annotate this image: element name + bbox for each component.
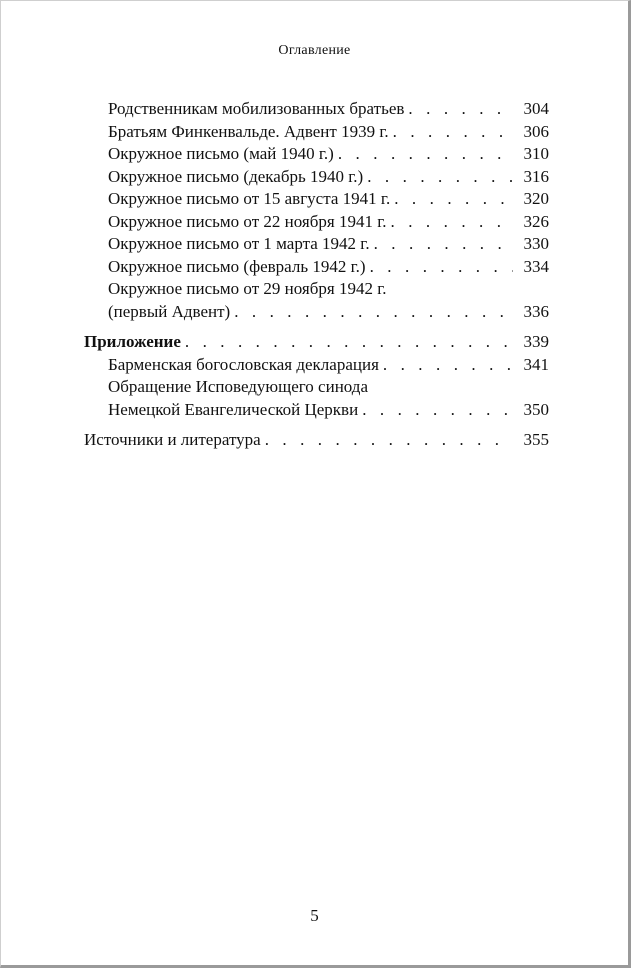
dot-leader [408, 98, 513, 121]
dot-leader [374, 233, 513, 256]
toc-entry-title: Барменская богословская декларация [108, 354, 379, 374]
toc-entry [84, 188, 549, 211]
toc-section-page: 355 [523, 430, 549, 449]
toc-entry-title: Окружное письмо от 29 ноября 1942 г. [108, 279, 387, 298]
toc-entry-title: Обращение Исповедующего синода [108, 377, 368, 396]
toc-entry [84, 301, 549, 324]
running-head: Оглавление [278, 43, 351, 58]
toc-entry-page: 336 [523, 301, 549, 321]
dot-leader [383, 354, 513, 377]
toc-entry-title: Окружное письмо (май 1940 г.) [108, 144, 334, 163]
toc-section [84, 429, 549, 452]
toc-section-title: Приложение [84, 332, 181, 351]
toc-entry-page: 334 [523, 256, 549, 276]
toc-entry [84, 354, 549, 377]
dot-leader [394, 188, 513, 211]
toc-entry [84, 211, 549, 234]
dot-leader [338, 143, 513, 166]
dot-leader [393, 121, 513, 144]
dot-leader [367, 166, 513, 189]
dot-leader [234, 301, 513, 324]
dot-leader [185, 331, 513, 354]
dot-leader [370, 256, 513, 279]
toc-entry-first-line [84, 376, 549, 399]
toc-entry-page: 326 [523, 211, 549, 231]
toc-entry-title: Немецкой Евангелической Церкви [108, 399, 359, 419]
table-of-contents [84, 98, 549, 452]
dot-leader [391, 211, 513, 234]
toc-entry [84, 399, 549, 422]
toc-entry [84, 121, 549, 144]
toc-entry-title: Родственникам мобилизованных братьев [108, 99, 405, 118]
dot-leader [265, 429, 513, 452]
toc-entry-page: 320 [523, 189, 549, 208]
toc-entry [84, 233, 549, 256]
toc-section-title: Источники и литература [84, 430, 261, 449]
toc-entry-page: 350 [523, 399, 549, 419]
toc-entry-page: 330 [523, 234, 549, 253]
toc-section [84, 331, 549, 354]
toc-entry-title: Братьям Финкенвальде. Адвент 1939 г. [108, 121, 389, 141]
toc-entry-page: 341 [523, 354, 549, 374]
toc-entry [84, 98, 549, 121]
toc-entry-title: (первый Адвент) [108, 301, 231, 321]
page-number: 5 [310, 906, 319, 925]
toc-entry [84, 143, 549, 166]
toc-entry-first-line [84, 278, 549, 301]
toc-entry-page: 316 [523, 166, 549, 186]
toc-section-page: 339 [523, 332, 549, 351]
toc-entry-title: Окружное письмо (февраль 1942 г.) [108, 256, 366, 276]
toc-entry-page: 310 [523, 144, 549, 163]
toc-entry-page: 306 [523, 121, 549, 141]
toc-entry-title: Окружное письмо от 1 марта 1942 г. [108, 234, 370, 253]
toc-entry-title: Окружное письмо от 22 ноября 1941 г. [108, 211, 387, 231]
dot-leader [362, 399, 513, 422]
toc-entry-title: Окружное письмо (декабрь 1940 г.) [108, 166, 364, 186]
toc-entry-title: Окружное письмо от 15 августа 1941 г. [108, 189, 391, 208]
toc-entry [84, 256, 549, 279]
toc-entry-page: 304 [523, 99, 549, 118]
toc-entry [84, 166, 549, 189]
